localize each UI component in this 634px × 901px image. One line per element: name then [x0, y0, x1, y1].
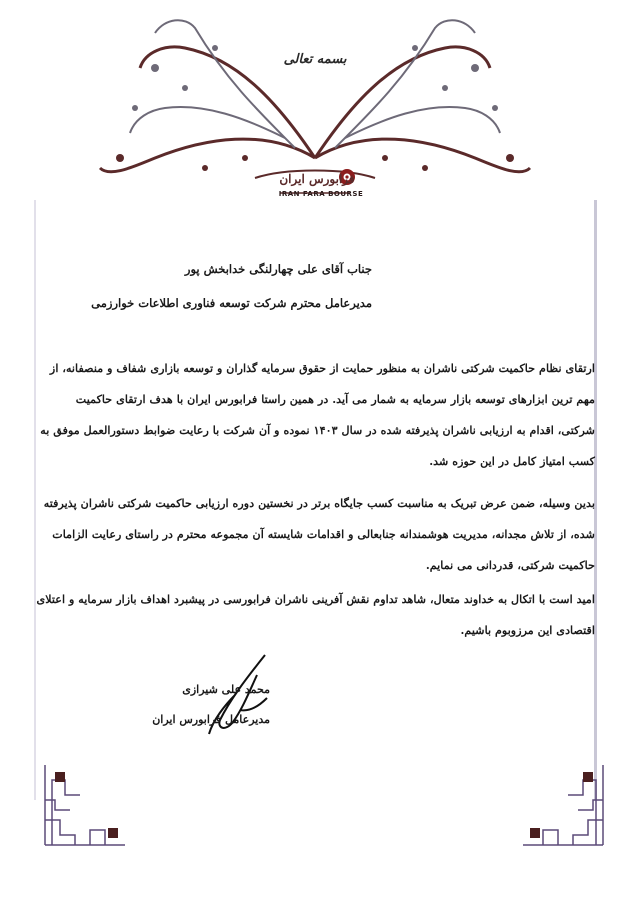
logo-persian-text: فرابورس ایران — [279, 172, 355, 186]
logo-english-text: IRAN FARA BOURSE — [278, 190, 364, 198]
corner-ornament-right — [518, 760, 608, 850]
signatory-name: محمد علی شیرازی — [182, 683, 270, 696]
corner-ornament-left — [40, 760, 130, 850]
recipient-title: مدیرعامل محترم شرکت توسعه فناوری اطلاعات خوارزمی — [91, 296, 372, 310]
letter-paragraph: بدین وسیله، ضمن عرض تبریک به مناسبت کسب جایگاه برتر در نخستین دوره ارزیابی حاکمیت شرکتی ناشران پذیرفته شده، از تلاش مجدانه، مدیریت هوشمندانه جنابعالی و اقدامات شایسته آن مجموعه محترم در راستای رعایت الزامات حاکمیت شرکتی، قدردانی می نمایم. — [43, 496, 595, 572]
basmala-heading: بسمه تعالی — [283, 52, 347, 67]
addressee-line: جناب آقای علی چهارلنگی خدابخش پور — [184, 262, 372, 276]
letter-paragraph: امید است با اتکال به خداوند متعال، شاهد تداوم نقش آفرینی ناشران فرابورسی در پیشبرد اهداف بازار سرمایه و اعتلای اقتصادی این مرزوبوم باشیم. — [36, 592, 595, 637]
letter-paragraph: ارتقای نظام حاکمیت شرکتی ناشران به منظور حمایت از حقوق سرمایه گذاران و توسعه بازاری شفاف و منصفانه، از مهم ترین ابزارهای توسعه بازار سرمایه به شمار می آید. در همین راستا فرابورس ایران با هدف ارتقای حاکمیت شرکتی، اقدام به ارزیابی ناشران پذیرفته شده در سال ۱۴۰۳ نموده و آن شرکت با رعایت ضوابط دستورالعمل موفق به کسب امتیاز کامل در این حوزه شد. — [40, 361, 595, 468]
signatory-role: مدیرعامل فرابورس ایران — [152, 713, 270, 726]
